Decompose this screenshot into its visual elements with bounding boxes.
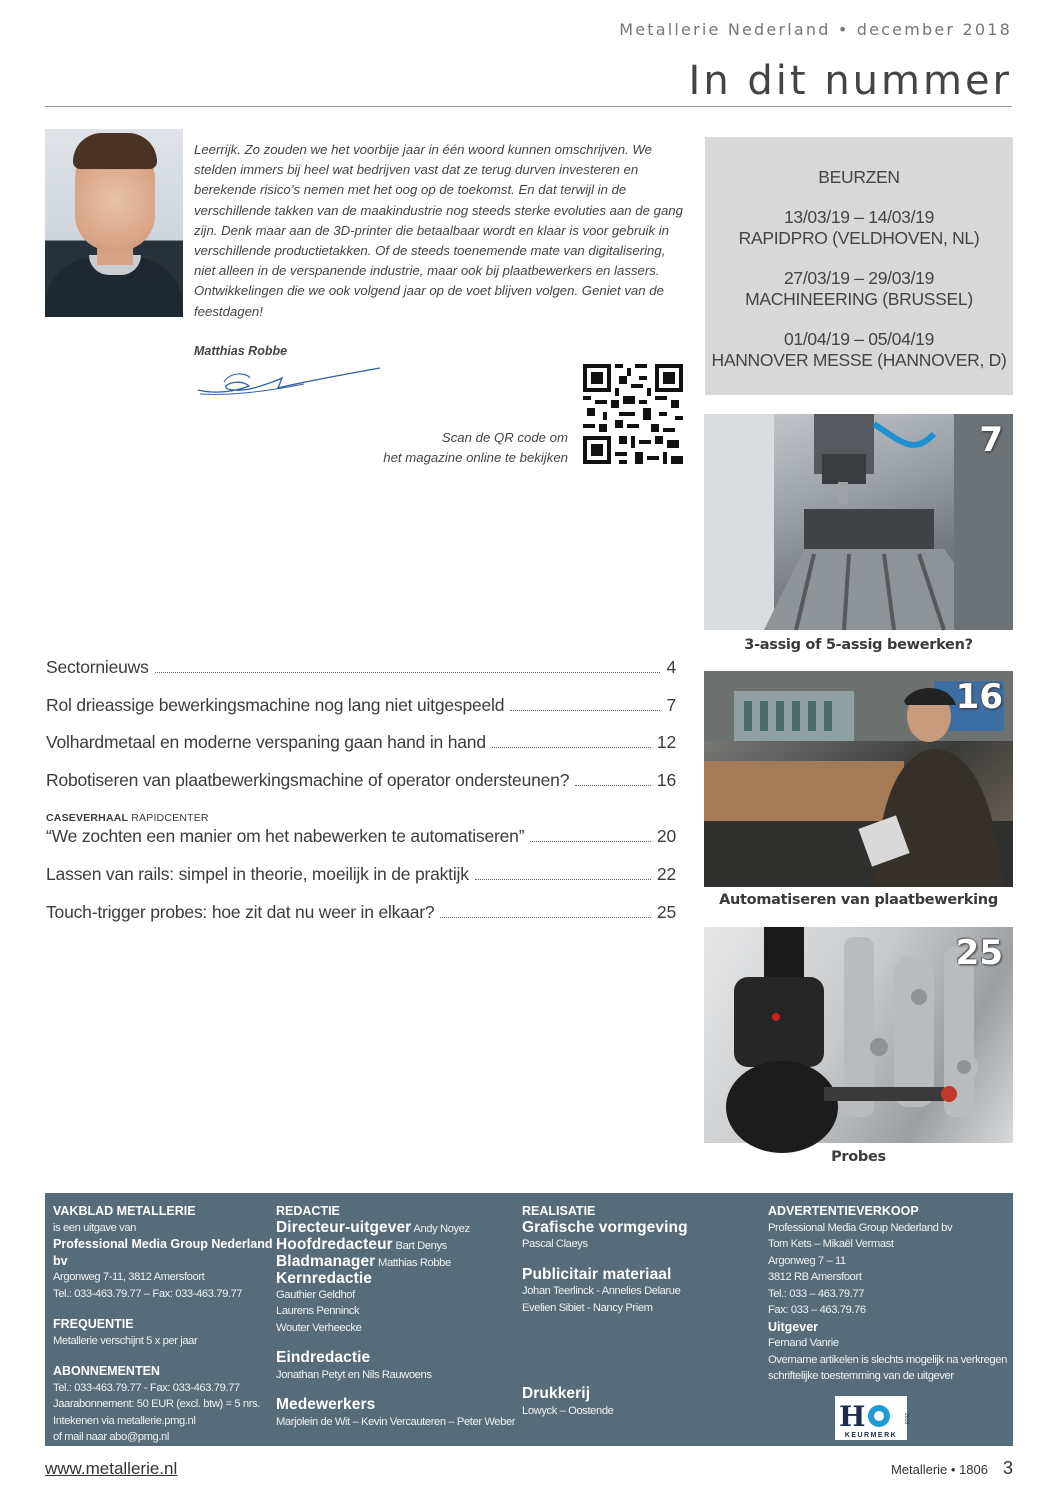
- page-badge: 25: [955, 933, 1003, 973]
- colophon-line: Tel.: 033-463.79.77 - Fax: 033-463.79.77: [53, 1381, 240, 1394]
- logo-text: KEURMERK: [844, 1432, 898, 1439]
- role-name: Lowyck – Oostende: [522, 1404, 614, 1417]
- toc-item-page: 16: [656, 769, 676, 790]
- role-label: Kernredactie: [276, 1269, 372, 1287]
- toc-item-title: Sectornieuws: [46, 657, 149, 677]
- toc-item-title: Rol drieassige bewerkingsmachine nog lang niet uitgespeeld: [46, 694, 505, 715]
- colophon-production: [522, 1203, 762, 1419]
- colophon-line: Argonweg 7 – 11: [768, 1254, 846, 1267]
- article-photo-probe[interactable]: [704, 927, 1013, 1143]
- toc-item-page: 7: [666, 694, 676, 715]
- signature-image: [194, 364, 384, 400]
- role-name: Wouter Verheecke: [276, 1321, 362, 1334]
- magazine-issue: Metallerie • 1806: [890, 1462, 988, 1477]
- editorial-text: Leerrijk. Zo zouden we het voorbije jaar in één woord kunnen omschrijven. We stelden immers bij heel wat bedrijven vast dat ze terug durven investeren en berekende risico’s nemen met het oog op de toekomst. En dat terwijl in de verschillende takken van de maakindustrie nog steeds sterke evoluties aan de gang zijn. Denk maar aan de 3D-printer die betaalbaar wordt en klaar is voor gebruik in verschillende productietakken. Of de steeds toenemende mate van digitalisering, niet alleen in de verspanende industrie, maar ook bij plaatbewerkers en lassers. Ontwikkelingen die we ook volgend jaar op de voet blijven volgen. Geniet van de feestdagen!: [194, 142, 683, 319]
- role-name: Bart Denys: [395, 1239, 447, 1252]
- article-photo-machining[interactable]: [704, 414, 1013, 630]
- colophon-line: Professional Media Group Nederland bv: [53, 1237, 273, 1268]
- page-number: 3: [1002, 1458, 1013, 1478]
- toc-item-page: 12: [656, 732, 676, 752]
- toc-leader-dots: [575, 785, 651, 786]
- trade-fairs-box: [705, 137, 1013, 395]
- toc-item-title: “We zochten een manier om het nabewerken te automatiseren”: [46, 826, 525, 846]
- toc-item[interactable]: [46, 864, 676, 902]
- qr-caption-line1: Scan de QR code om: [441, 430, 568, 445]
- masthead: Metallerie Nederland • december 2018: [619, 20, 1012, 39]
- svg-text:H: H: [839, 1400, 866, 1433]
- colophon-line: Tom Kets – Mikaël Vermast: [768, 1238, 894, 1250]
- toc-item-title: Lassen van rails: simpel in theorie, moeilijk in de praktijk: [46, 864, 469, 884]
- toc-item-page: 4: [666, 657, 676, 677]
- event-dates: 01/04/19 – 05/04/19: [784, 329, 934, 349]
- colophon-heading: REALISATIE: [522, 1204, 596, 1218]
- toc-item[interactable]: [46, 770, 676, 808]
- role-name: Pascal Claeys: [522, 1238, 588, 1250]
- colophon-heading: REDACTIE: [276, 1204, 340, 1218]
- toc-leader-dots: [475, 879, 651, 880]
- toc-leader-dots: [155, 672, 661, 673]
- toc-item[interactable]: [46, 695, 676, 733]
- event-name: RAPIDPRO (VELDHOVEN, NL): [738, 228, 980, 248]
- role-label: Publicitair materiaal: [522, 1265, 672, 1283]
- colophon-line: 3812 RB Amersfoort: [768, 1271, 862, 1283]
- qr-caption: [383, 428, 568, 468]
- colophon-line: Jaarabonnement: 50 EUR (excl. btw) = 5 nrs.: [53, 1398, 260, 1410]
- author-name: Matthias Robbe: [194, 344, 288, 358]
- toc-item-title: Touch-trigger probes: hoe zit dat nu weer in elkaar?: [46, 901, 435, 922]
- colophon: [45, 1193, 1013, 1446]
- colophon-line: Metallerie verschijnt 5 x per jaar: [53, 1334, 198, 1347]
- toc-leader-dots: [510, 710, 660, 711]
- role-label: Drukkerij: [522, 1385, 591, 1402]
- colophon-line: Fax: 033 – 463.79.76: [768, 1304, 866, 1316]
- toc-tag-text: RAPIDCENTER: [131, 812, 209, 824]
- article-photo-sheet-metal[interactable]: [704, 671, 1013, 887]
- page-badge: 7: [979, 420, 1003, 460]
- title-rule: [45, 106, 1012, 107]
- toc-item-title: Robotiseren van plaatbewerkingsmachine of operator ondersteunen?: [46, 769, 570, 790]
- colophon-line: Overname artikelen is slechts mogelijk na verkregen: [768, 1353, 1007, 1366]
- toc-tag-bold: CASEVERHAAL: [46, 812, 129, 824]
- role-label: Hoofdredacteur: [276, 1235, 393, 1253]
- ho-keurmerk-logo: [835, 1396, 907, 1440]
- colophon-line: Fernand Vanrie: [768, 1337, 839, 1349]
- event-name: MACHINEERING (BRUSSEL): [745, 289, 973, 309]
- toc-leader-dots: [530, 841, 651, 842]
- role-label: Medewerkers: [276, 1396, 376, 1413]
- role-name: Jonathan Petyt en Nils Rauwoens: [276, 1368, 432, 1381]
- colophon-line: is een uitgave van: [53, 1221, 136, 1234]
- colophon-line[interactable]: of mail naar abo@pmg.nl: [53, 1431, 169, 1443]
- toc-leader-dots: [492, 747, 651, 748]
- colophon-heading: ABONNEMENTEN: [53, 1364, 160, 1378]
- colophon-line: Tel.: 033-463.79.77 – Fax: 033-463.79.77: [53, 1287, 243, 1300]
- photo-caption: Automatiseren van plaatbewerking: [719, 892, 998, 908]
- author-photo: [45, 129, 183, 315]
- colophon-heading: Uitgever: [768, 1319, 819, 1334]
- colophon-line: Tel.: 033 – 463.79.77: [768, 1287, 865, 1300]
- page-badge: 16: [955, 677, 1003, 717]
- colophon-line: Professional Media Group Nederland bv: [768, 1221, 953, 1234]
- role-label: Bladmanager: [276, 1252, 376, 1270]
- toc-item[interactable]: [46, 902, 676, 940]
- logo-year: 2018: [903, 1413, 909, 1425]
- toc-item[interactable]: [46, 826, 676, 864]
- qr-code[interactable]: [583, 364, 683, 464]
- event-dates: 13/03/19 – 14/03/19: [784, 207, 934, 227]
- role-name: Matthias Robbe: [378, 1256, 451, 1269]
- colophon-publisher: [53, 1203, 278, 1446]
- machining-illustration: [704, 414, 1013, 630]
- toc-item-page: 22: [656, 864, 676, 884]
- colophon-line: Argonweg 7-11, 3812 Amersfoort: [53, 1271, 205, 1283]
- toc-item[interactable]: [46, 732, 676, 770]
- trade-fairs-heading: BEURZEN: [818, 167, 900, 187]
- role-name: Laurens Penninck: [276, 1305, 360, 1317]
- toc-item-page: 20: [656, 826, 676, 846]
- page-title: In dit nummer: [688, 58, 1012, 104]
- event-dates: 27/03/19 – 29/03/19: [784, 268, 934, 288]
- toc-leader-dots: [440, 917, 650, 918]
- colophon-heading: ADVERTENTIEVERKOOP: [768, 1204, 919, 1218]
- role-name: Evelien Sibiet - Nancy Priem: [522, 1301, 653, 1314]
- colophon-advertising: [768, 1203, 1008, 1385]
- photo-caption: Probes: [831, 1149, 886, 1165]
- role-name: Andy Noyez: [413, 1222, 470, 1235]
- role-label: Directeur-uitgever: [276, 1218, 412, 1236]
- photo-caption: 3-assig of 5-assig bewerken?: [744, 637, 973, 653]
- colophon-heading: VAKBLAD METALLERIE: [53, 1204, 196, 1218]
- role-name: Marjolein de Wit – Kevin Vercauteren – Peter Weber: [276, 1415, 516, 1428]
- role-label: Eindredactie: [276, 1349, 371, 1366]
- colophon-line[interactable]: Intekenen via metallerie.pmg.nl: [53, 1414, 196, 1427]
- role-name: Gauthier Geldhof: [276, 1288, 355, 1301]
- website-link[interactable]: www.metallerie.nl: [45, 1459, 178, 1478]
- toc-item-page: 25: [656, 901, 676, 922]
- colophon-line: schriftelijke toestemming van de uitgever: [768, 1370, 954, 1382]
- toc-section-tag: [46, 812, 676, 826]
- table-of-contents: [46, 657, 676, 939]
- role-label: Grafische vormgeving: [522, 1218, 688, 1236]
- toc-item[interactable]: [46, 657, 676, 695]
- colophon-editorial: [276, 1203, 521, 1430]
- colophon-heading: FREQUENTIE: [53, 1317, 134, 1331]
- qr-caption-line2: het magazine online te bekijken: [383, 450, 568, 465]
- role-name: Johan Teerlinck - Annelies Delarue: [522, 1285, 681, 1297]
- event-name: HANNOVER MESSE (HANNOVER, D): [711, 350, 1007, 370]
- toc-item-title: Volhardmetaal en moderne verspaning gaan hand in hand: [46, 732, 486, 752]
